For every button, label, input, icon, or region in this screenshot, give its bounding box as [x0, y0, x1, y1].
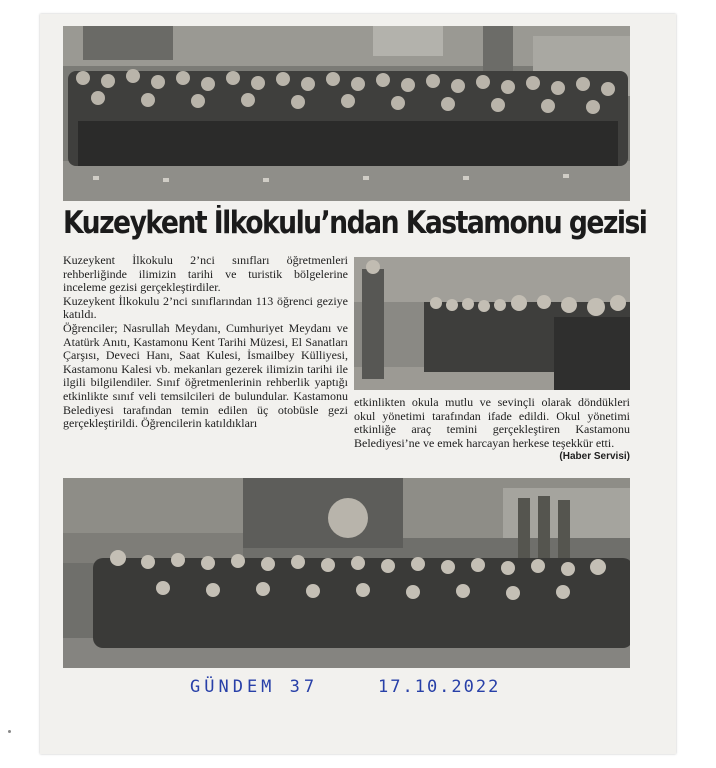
article-column-right — [354, 396, 630, 464]
top-group-photo — [63, 26, 630, 201]
article-headline: Kuzeykent İlkokulu’ndan Kastamonu gezisi — [63, 205, 647, 241]
middle-photo-graphic — [354, 257, 630, 390]
handwritten-annotation — [190, 677, 501, 697]
article-column-left — [63, 254, 348, 431]
middle-group-photo — [354, 257, 630, 390]
article-paragraph-2: Kuzeykent İlkokulu 2’nci sınıflarından 113 öğrenci geziye katıldı. — [63, 293, 348, 322]
article-paragraph-3: Öğrenciler; Nasrullah Meydanı, Cumhuriyet Meydanı ve Atatürk Anıtı, Kastamonu Kent Tarihi Müzesi, El Sanatları Çarşısı, Deveci Hanı, Saat Kulesi, İsmailbey Külliyesi, Kastamonu Kalesi vb. mekanları gezerek ilimizin tarihi ile ilgili bilgilendiler. Sınıf öğretmenlerinin rehberlik yaptığı etkinlikte sınıf veli temsilcileri de bulundular. Kastamonu Belediyesi tarafından temin edilen üç otobüsle gezi gerçekleştirildi. Öğrencilerin katıldıkları — [63, 320, 348, 431]
article-paragraph-4 — [354, 395, 630, 463]
article-paragraph-1: Kuzeykent İlkokulu 2’nci sınıfları öğretmenleri rehberliğinde ilimizin tarihi ve turistik bölgelerine inceleme gezisi gerçekleştirdiler. — [63, 253, 348, 295]
scan-speck — [8, 730, 11, 733]
bottom-group-photo — [63, 478, 630, 668]
article-paragraph-4-text: etkinlikten okula mutlu ve sevinçli olarak döndükleri okul yönetimi tarafından ifade edildi. Okul yönetimi etkinliğe araç temini gerçekleştiren Kastamonu Belediyesi’ne ve emek harcayan herkese teşekkür etti. — [354, 395, 630, 450]
handwritten-publication: GÜNDEM 37 — [190, 677, 319, 697]
news-credit: (Haber Servisi) — [559, 451, 630, 463]
handwritten-date: 17.10.2022 — [378, 677, 501, 697]
top-photo-graphic — [63, 26, 630, 201]
bottom-photo-graphic — [63, 478, 630, 668]
